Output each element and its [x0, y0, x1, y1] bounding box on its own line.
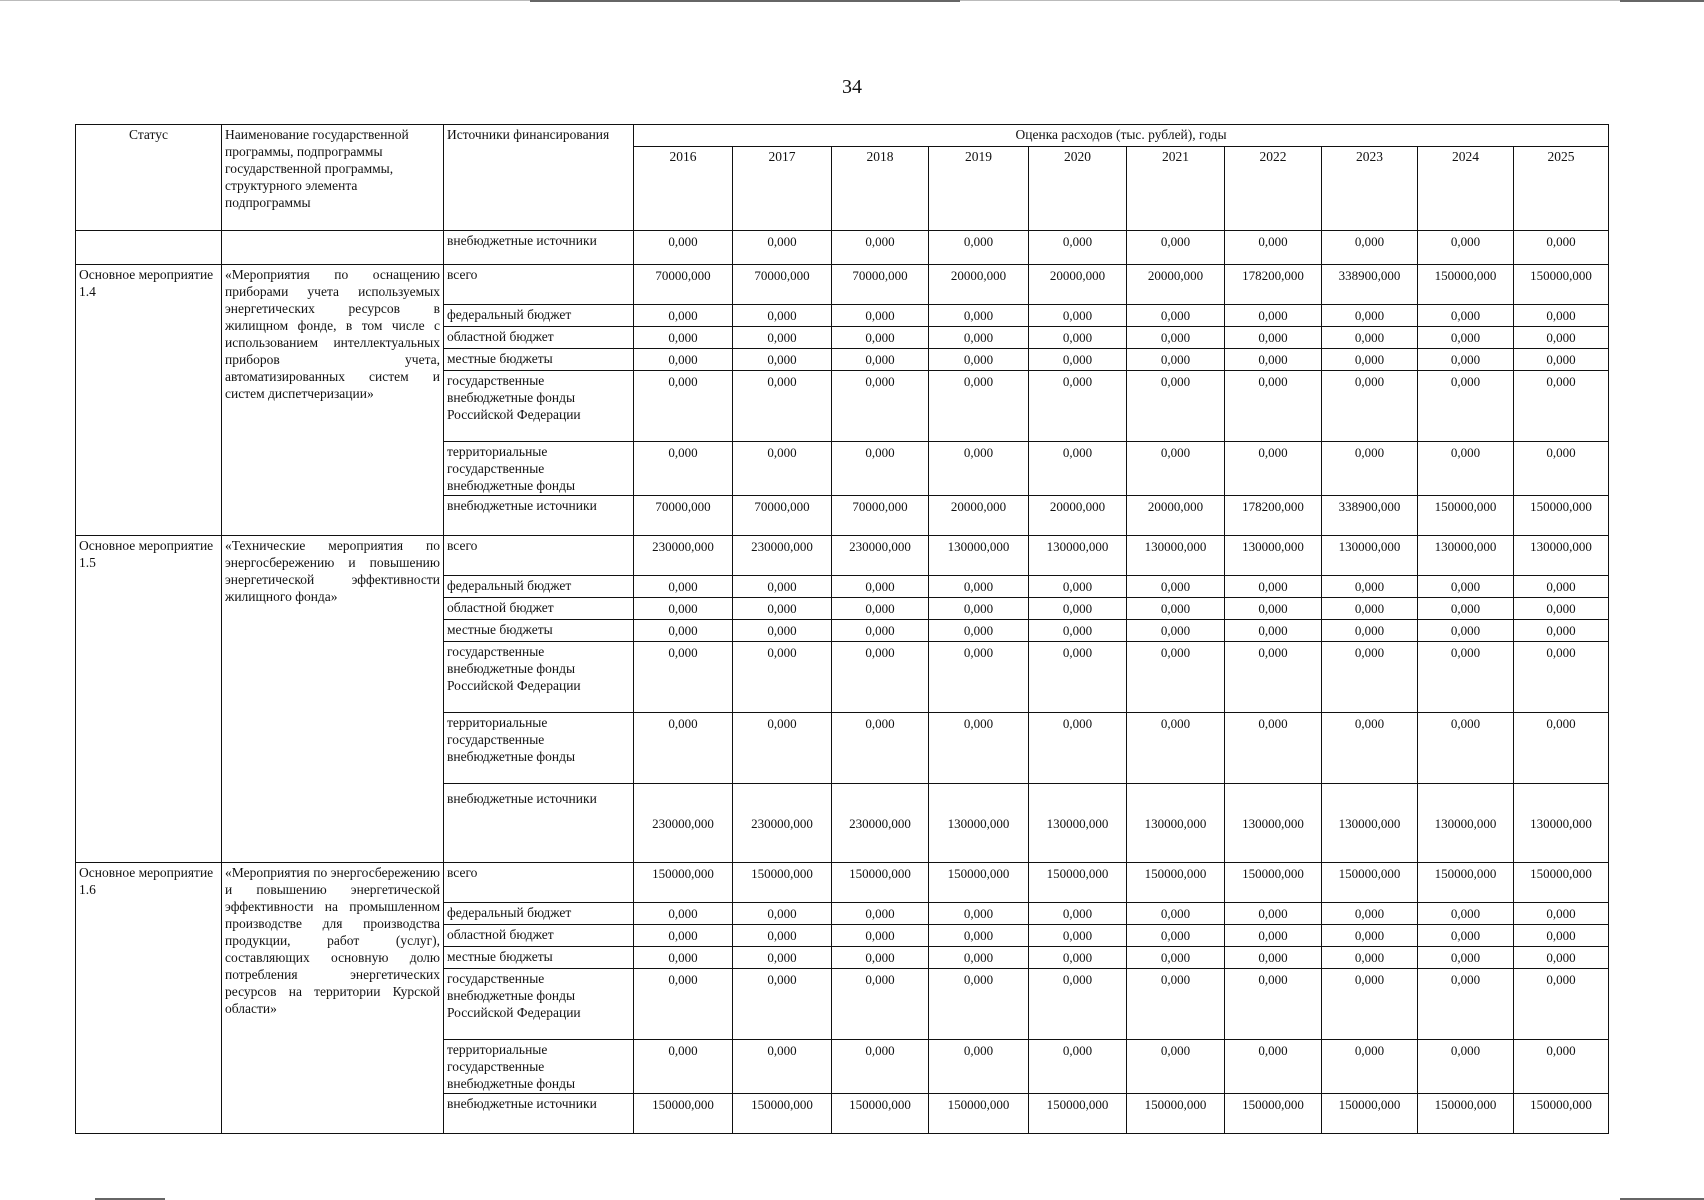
- table-cell-value: 0,000: [832, 969, 929, 1040]
- table-cell-value: 0,000: [929, 442, 1029, 496]
- table-cell-value: 0,000: [832, 598, 929, 620]
- table-cell-value: 0,000: [1225, 713, 1322, 784]
- table-cell-value: 0,000: [1029, 576, 1127, 598]
- activity-name: «Мероприятия по энергосбережению и повышению энергетической эффективности на промышленном производстве для производства продукции, работ (услуг), составляющих основную долю потребления энергетических ресурсов на территории Курской области»: [222, 863, 444, 1134]
- table-cell-value: 0,000: [1418, 598, 1514, 620]
- table-cell-value: 0,000: [733, 713, 832, 784]
- table-cell-source: государственные внебюджетные фонды Российской Федерации: [444, 642, 634, 713]
- table-cell-value: 0,000: [1418, 713, 1514, 784]
- table-cell-value: 0,000: [1225, 903, 1322, 925]
- table-cell-value: 0,000: [1127, 231, 1225, 265]
- table-cell-value: 0,000: [832, 925, 929, 947]
- table-cell-value: 130000,000: [1418, 784, 1514, 863]
- table-cell-source: внебюджетные источники: [444, 784, 634, 863]
- table-cell-value: 0,000: [1127, 1040, 1225, 1094]
- table-cell-value: 0,000: [1514, 642, 1609, 713]
- table-cell-value: 0,000: [1225, 576, 1322, 598]
- table-cell-value: 0,000: [1418, 925, 1514, 947]
- table-cell-value: 0,000: [1514, 598, 1609, 620]
- table-cell-value: 0,000: [1127, 642, 1225, 713]
- table-cell-value: 0,000: [832, 442, 929, 496]
- table-cell-source: всего: [444, 265, 634, 305]
- header-year: 2018: [832, 147, 929, 231]
- table-cell-value: 0,000: [733, 620, 832, 642]
- table-cell-value: 0,000: [1029, 925, 1127, 947]
- table-cell-value: 0,000: [634, 713, 733, 784]
- table-cell-value: 0,000: [1514, 305, 1609, 327]
- table-cell-value: 0,000: [733, 305, 832, 327]
- table-cell-value: 0,000: [929, 349, 1029, 371]
- table-cell-value: 150000,000: [1322, 863, 1418, 903]
- header-name: Наименование государственной программы, подпрограммы государственной программы, структурного элемента подпрограммы: [222, 125, 444, 231]
- table-cell-value: 0,000: [634, 903, 733, 925]
- table-cell-value: 150000,000: [1514, 265, 1609, 305]
- table-cell-value: 0,000: [1029, 349, 1127, 371]
- table-cell-value: 0,000: [1322, 620, 1418, 642]
- table-cell-value: 0,000: [1514, 903, 1609, 925]
- table-cell-value: 150000,000: [832, 863, 929, 903]
- table-cell-value: 0,000: [1418, 349, 1514, 371]
- header-year: 2025: [1514, 147, 1609, 231]
- table-cell-value: 0,000: [634, 598, 733, 620]
- table-cell-value: 70000,000: [832, 496, 929, 536]
- page-number: 34: [842, 76, 862, 98]
- table-cell-value: 0,000: [1225, 969, 1322, 1040]
- table-cell-value: 0,000: [929, 947, 1029, 969]
- table-cell-value: 178200,000: [1225, 265, 1322, 305]
- table-cell-value: 0,000: [929, 231, 1029, 265]
- table-cell-value: 0,000: [832, 231, 929, 265]
- table-cell-value: 0,000: [832, 947, 929, 969]
- table-cell-value: 0,000: [1514, 442, 1609, 496]
- table-cell-value: 0,000: [1225, 231, 1322, 265]
- table-cell-value: 130000,000: [1322, 536, 1418, 576]
- activity-status: Основное мероприятие 1.6: [76, 863, 222, 1134]
- table-cell-value: 0,000: [1225, 598, 1322, 620]
- table-cell-value: 0,000: [1514, 969, 1609, 1040]
- table-cell-value: 0,000: [1418, 969, 1514, 1040]
- table-cell-value: 150000,000: [1029, 863, 1127, 903]
- table-cell-value: 0,000: [1029, 598, 1127, 620]
- header-year: 2017: [733, 147, 832, 231]
- table-cell-value: 0,000: [1225, 925, 1322, 947]
- table-cell-value: 150000,000: [1514, 496, 1609, 536]
- table-cell-value: 0,000: [929, 620, 1029, 642]
- table-cell-value: 0,000: [1322, 947, 1418, 969]
- table-cell-value: 230000,000: [634, 784, 733, 863]
- table-cell-value: 0,000: [1127, 947, 1225, 969]
- table-cell-value: 70000,000: [733, 265, 832, 305]
- table-cell-value: 0,000: [1127, 969, 1225, 1040]
- table-cell-value: 0,000: [1514, 371, 1609, 442]
- table-cell-value: 0,000: [1029, 1040, 1127, 1094]
- table-cell-value: 0,000: [733, 1040, 832, 1094]
- table-cell-value: 20000,000: [929, 265, 1029, 305]
- table-cell-value: 0,000: [1322, 371, 1418, 442]
- table-cell-value: 0,000: [929, 642, 1029, 713]
- table-cell-value: 230000,000: [634, 536, 733, 576]
- table-cell-value: 0,000: [1322, 969, 1418, 1040]
- table-cell-value: 130000,000: [929, 784, 1029, 863]
- table-cell-value: 0,000: [1029, 442, 1127, 496]
- table-cell-value: 130000,000: [1029, 536, 1127, 576]
- table-cell-value: 0,000: [634, 969, 733, 1040]
- table-cell-value: 0,000: [1322, 231, 1418, 265]
- table-cell-value: 0,000: [1127, 305, 1225, 327]
- table-cell-source: внебюджетные источники: [444, 496, 634, 536]
- table-cell-value: 0,000: [733, 327, 832, 349]
- table-cell-value: 0,000: [1322, 598, 1418, 620]
- table-cell-value: 0,000: [1418, 305, 1514, 327]
- table-cell-value: 130000,000: [929, 536, 1029, 576]
- table-cell-value: 0,000: [1418, 1040, 1514, 1094]
- table-cell-value: 150000,000: [929, 1094, 1029, 1134]
- table-cell-value: 0,000: [1225, 371, 1322, 442]
- table-cell-value: 0,000: [1127, 576, 1225, 598]
- table-cell-value: 0,000: [929, 925, 1029, 947]
- table-cell-source: государственные внебюджетные фонды Российской Федерации: [444, 969, 634, 1040]
- table-cell-source: всего: [444, 536, 634, 576]
- table-cell-value: 0,000: [634, 925, 733, 947]
- table-row: [76, 265, 1609, 305]
- table-cell-source: внебюджетные источники: [444, 1094, 634, 1134]
- table-cell-value: 0,000: [1225, 947, 1322, 969]
- table-cell-value: 0,000: [1029, 327, 1127, 349]
- header-status: Статус: [76, 125, 222, 231]
- scan-edge-mark: [530, 0, 960, 2]
- table-cell-value: 0,000: [1322, 642, 1418, 713]
- table-cell-value: 150000,000: [1225, 1094, 1322, 1134]
- table-cell-value: 0,000: [1418, 642, 1514, 713]
- table-cell-value: 150000,000: [1514, 863, 1609, 903]
- table-cell-value: 150000,000: [733, 1094, 832, 1134]
- table-cell-value: 0,000: [1029, 969, 1127, 1040]
- table-cell-value: 130000,000: [1127, 784, 1225, 863]
- table-cell-value: 0,000: [634, 1040, 733, 1094]
- table-cell-value: 70000,000: [832, 265, 929, 305]
- table-cell-source: областной бюджет: [444, 327, 634, 349]
- table-cell-value: 0,000: [1418, 576, 1514, 598]
- table-cell-value: 0,000: [733, 642, 832, 713]
- header-year: 2020: [1029, 147, 1127, 231]
- budget-table: [75, 124, 1609, 1134]
- table-cell-value: 0,000: [733, 442, 832, 496]
- table-cell-value: 0,000: [1418, 231, 1514, 265]
- table-cell-value: 20000,000: [929, 496, 1029, 536]
- table-cell-value: 0,000: [1127, 442, 1225, 496]
- table-cell-value: 0,000: [634, 327, 733, 349]
- header-year: 2021: [1127, 147, 1225, 231]
- table-cell-value: 0,000: [1029, 620, 1127, 642]
- table-cell-value: 0,000: [1322, 442, 1418, 496]
- header-sources: Источники финансирования: [444, 125, 634, 231]
- table-cell-value: 0,000: [832, 642, 929, 713]
- table-cell-value: 0,000: [1514, 620, 1609, 642]
- table-cell-value: 0,000: [1418, 903, 1514, 925]
- table-cell-value: 150000,000: [832, 1094, 929, 1134]
- table-cell-value: 0,000: [1514, 327, 1609, 349]
- table-cell-value: 0,000: [634, 305, 733, 327]
- table-cell-value: 0,000: [733, 598, 832, 620]
- table-cell-value: 0,000: [1514, 947, 1609, 969]
- table-cell-value: 150000,000: [1514, 1094, 1609, 1134]
- activity-name: «Мероприятия по оснащению приборами учета используемых энергетических ресурсов в жилищном фонде, в том числе с использованием интеллектуальных приборов учета, автоматизированных систем и систем диспетчеризации»: [222, 265, 444, 536]
- activity-status: Основное мероприятие 1.5: [76, 536, 222, 863]
- table-cell-value: 0,000: [1514, 349, 1609, 371]
- table-cell-value: 0,000: [733, 231, 832, 265]
- table-cell-value: 150000,000: [1127, 863, 1225, 903]
- table-cell-value: 0,000: [1322, 305, 1418, 327]
- table-cell-source: федеральный бюджет: [444, 305, 634, 327]
- table-cell-value: 0,000: [634, 231, 733, 265]
- header-year: 2024: [1418, 147, 1514, 231]
- table-cell-source: федеральный бюджет: [444, 576, 634, 598]
- table-cell-value: 0,000: [1514, 713, 1609, 784]
- table-cell-value: 0,000: [733, 903, 832, 925]
- table-cell-source: областной бюджет: [444, 925, 634, 947]
- table-cell-value: 0,000: [832, 327, 929, 349]
- table-cell-value: 20000,000: [1127, 265, 1225, 305]
- table-row: [76, 863, 1609, 903]
- header-year: 2019: [929, 147, 1029, 231]
- table-cell-value: 0,000: [1225, 442, 1322, 496]
- table-cell-value: 0,000: [1127, 598, 1225, 620]
- table-cell-value: 0,000: [634, 442, 733, 496]
- table-cell-source: местные бюджеты: [444, 620, 634, 642]
- table-cell-value: 0,000: [1514, 576, 1609, 598]
- table-cell-value: 0,000: [634, 947, 733, 969]
- table-cell-value: 0,000: [1127, 371, 1225, 442]
- table-cell-value: 0,000: [1418, 442, 1514, 496]
- table-cell-value: 0,000: [1418, 620, 1514, 642]
- table-cell-value: 338900,000: [1322, 496, 1418, 536]
- table-cell-value: 230000,000: [733, 536, 832, 576]
- table-cell-value: 0,000: [1225, 327, 1322, 349]
- table-cell-value: 0,000: [832, 903, 929, 925]
- table-cell-source: территориальные государственные внебюджетные фонды: [444, 442, 634, 496]
- table-cell-value: 0,000: [1225, 305, 1322, 327]
- table-cell-value: 70000,000: [634, 265, 733, 305]
- table-cell-value: 0,000: [1127, 925, 1225, 947]
- table-cell-value: 150000,000: [1127, 1094, 1225, 1134]
- table-cell-value: 0,000: [1127, 620, 1225, 642]
- table-cell-value: 178200,000: [1225, 496, 1322, 536]
- table-cell-source: местные бюджеты: [444, 349, 634, 371]
- table-cell-value: 0,000: [1029, 903, 1127, 925]
- table-cell-value: 130000,000: [1322, 784, 1418, 863]
- table-cell-value: 0,000: [1225, 1040, 1322, 1094]
- activity-status: Основное мероприятие 1.4: [76, 265, 222, 536]
- table-cell-value: 0,000: [832, 371, 929, 442]
- table-cell-value: 150000,000: [1418, 496, 1514, 536]
- table-cell-value: 0,000: [634, 371, 733, 442]
- table-cell-value: 0,000: [1127, 349, 1225, 371]
- table-cell-source: территориальные государственные внебюджетные фонды: [444, 713, 634, 784]
- table-cell-value: 150000,000: [1225, 863, 1322, 903]
- table-cell-value: 130000,000: [1029, 784, 1127, 863]
- table-cell-value: 0,000: [929, 903, 1029, 925]
- table-cell-value: 0,000: [929, 713, 1029, 784]
- table-row: [76, 231, 1609, 265]
- table-cell-source: всего: [444, 863, 634, 903]
- table-cell-value: 130000,000: [1514, 536, 1609, 576]
- table-cell-source: государственные внебюджетные фонды Российской Федерации: [444, 371, 634, 442]
- scan-edge-mark: [1620, 0, 1704, 2]
- table-cell-value: 230000,000: [733, 784, 832, 863]
- table-cell-value: 0,000: [634, 642, 733, 713]
- table-cell-value: 0,000: [1418, 371, 1514, 442]
- table-cell-value: 0,000: [1029, 371, 1127, 442]
- table-cell-value: 0,000: [1322, 327, 1418, 349]
- table-cell-value: 0,000: [1514, 1040, 1609, 1094]
- table-cell-value: 0,000: [832, 576, 929, 598]
- table-row: [76, 536, 1609, 576]
- table-cell-value: 150000,000: [1418, 863, 1514, 903]
- table-cell-name-empty: [222, 231, 444, 265]
- table-cell-value: 0,000: [733, 576, 832, 598]
- table-cell-value: 0,000: [929, 576, 1029, 598]
- table-cell-value: 0,000: [1322, 576, 1418, 598]
- table-cell-value: 0,000: [1322, 925, 1418, 947]
- table-cell-value: 0,000: [832, 1040, 929, 1094]
- table-cell-value: 20000,000: [1029, 496, 1127, 536]
- table-cell-value: 0,000: [832, 713, 929, 784]
- table-cell-value: 70000,000: [733, 496, 832, 536]
- table-cell-value: 230000,000: [832, 784, 929, 863]
- table-cell-value: 0,000: [1418, 947, 1514, 969]
- table-cell-source: территориальные государственные внебюджетные фонды: [444, 1040, 634, 1094]
- table-cell-value: 0,000: [929, 305, 1029, 327]
- table-cell-value: 20000,000: [1127, 496, 1225, 536]
- table-cell-value: 70000,000: [634, 496, 733, 536]
- table-cell-value: 0,000: [832, 620, 929, 642]
- table-cell-source: областной бюджет: [444, 598, 634, 620]
- table-cell-value: 150000,000: [1322, 1094, 1418, 1134]
- table-cell-value: 338900,000: [1322, 265, 1418, 305]
- table-cell-value: 150000,000: [1418, 265, 1514, 305]
- table-cell-value: 0,000: [733, 947, 832, 969]
- header-year: 2016: [634, 147, 733, 231]
- header-estimate: Оценка расходов (тыс. рублей), годы: [634, 125, 1609, 147]
- table-cell-value: 0,000: [1029, 231, 1127, 265]
- header-year: 2022: [1225, 147, 1322, 231]
- table-cell-value: 0,000: [1029, 713, 1127, 784]
- table-cell-value: 130000,000: [1127, 536, 1225, 576]
- table-cell-value: 0,000: [1127, 713, 1225, 784]
- table-cell-value: 0,000: [1322, 1040, 1418, 1094]
- table-cell-value: 150000,000: [634, 1094, 733, 1134]
- table-cell-value: 0,000: [1514, 231, 1609, 265]
- table-cell-source: местные бюджеты: [444, 947, 634, 969]
- table-cell-value: 0,000: [832, 349, 929, 371]
- table-cell-value: 0,000: [1322, 349, 1418, 371]
- table-cell-value: 150000,000: [634, 863, 733, 903]
- table-cell-value: 0,000: [1225, 642, 1322, 713]
- table-cell-value: 0,000: [929, 969, 1029, 1040]
- table-cell-value: 0,000: [1322, 713, 1418, 784]
- table-cell-source: федеральный бюджет: [444, 903, 634, 925]
- table-body: [76, 231, 1609, 1134]
- table-cell-value: 150000,000: [1418, 1094, 1514, 1134]
- table-cell-value: 0,000: [733, 371, 832, 442]
- table-cell-value: 0,000: [1514, 925, 1609, 947]
- table-cell-status-empty: [76, 231, 222, 265]
- table-cell-value: 150000,000: [733, 863, 832, 903]
- table-cell-value: 0,000: [1127, 903, 1225, 925]
- table-cell-value: 130000,000: [1514, 784, 1609, 863]
- table-cell-value: 0,000: [1029, 305, 1127, 327]
- activity-name: «Технические мероприятия по энергосбережению и повышению энергетической эффективности жилищного фонда»: [222, 536, 444, 863]
- table-cell-value: 0,000: [733, 925, 832, 947]
- table-cell-value: 0,000: [929, 1040, 1029, 1094]
- table-cell-value: 130000,000: [1225, 784, 1322, 863]
- table-cell-value: 0,000: [929, 598, 1029, 620]
- table-cell-value: 0,000: [733, 969, 832, 1040]
- table-cell-value: 0,000: [929, 327, 1029, 349]
- table-cell-value: 0,000: [1225, 349, 1322, 371]
- table-cell-value: 0,000: [1029, 642, 1127, 713]
- table-cell-value: 0,000: [1225, 620, 1322, 642]
- table-cell-value: 20000,000: [1029, 265, 1127, 305]
- table-cell-value: 0,000: [634, 620, 733, 642]
- table-cell-value: 150000,000: [1029, 1094, 1127, 1134]
- table-cell-value: 230000,000: [832, 536, 929, 576]
- table-cell-value: 130000,000: [1418, 536, 1514, 576]
- table-cell-value: 0,000: [634, 576, 733, 598]
- header-year: 2023: [1322, 147, 1418, 231]
- table-header: [76, 125, 1609, 231]
- table-cell-value: 0,000: [1322, 903, 1418, 925]
- table-cell-value: 130000,000: [1225, 536, 1322, 576]
- table-cell-value: 150000,000: [929, 863, 1029, 903]
- table-cell-value: 0,000: [1418, 327, 1514, 349]
- table-cell-value: 0,000: [929, 371, 1029, 442]
- table-cell-value: 0,000: [832, 305, 929, 327]
- table-cell-value: 0,000: [733, 349, 832, 371]
- table-cell-source: внебюджетные источники: [444, 231, 634, 265]
- table-cell-value: 0,000: [1029, 947, 1127, 969]
- table-cell-value: 0,000: [634, 349, 733, 371]
- table-cell-value: 0,000: [1127, 327, 1225, 349]
